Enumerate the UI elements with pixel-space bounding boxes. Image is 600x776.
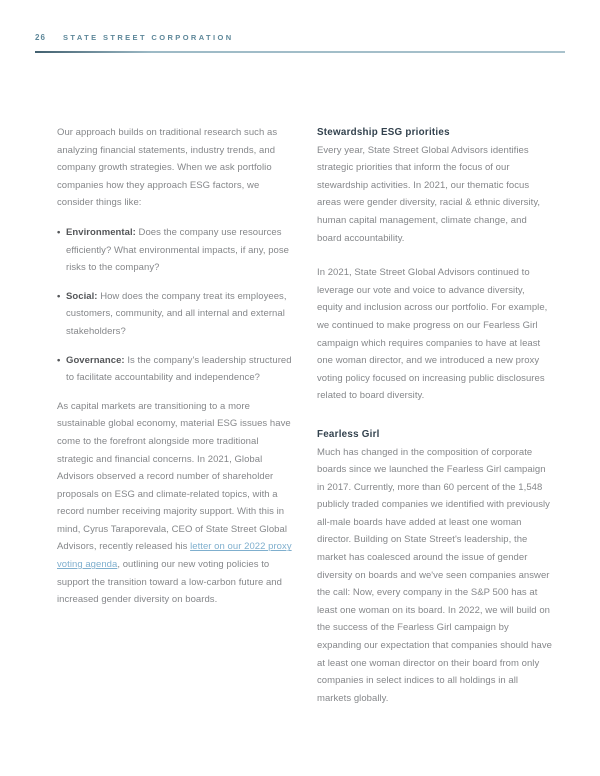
- section-stewardship-esg-priorities: [317, 124, 552, 405]
- paragraph: Every year, State Street Global Advisors identifies strategic priorities that inform the focus of our stewardship activities. In 2021, our thematic focus areas were gender diversity, racial & ethnic diversity, human capital management, climate change, and board accountability.: [317, 144, 541, 244]
- list-item-description: How does the company treat its employees, customers, community, and all internal and external stakeholders?: [66, 290, 287, 337]
- header-divider: [35, 51, 565, 53]
- closing-text-after-link: , outlining our new voting policies to support the transition toward a low-carbon future and increased gender diversity on boards.: [57, 559, 282, 606]
- proxy-voting-agenda-link[interactable]: letter on our 2022 proxy voting agenda: [57, 541, 292, 571]
- list-item-term: Social:: [66, 290, 98, 302]
- section-heading: Fearless Girl: [317, 428, 380, 440]
- list-item-text: [66, 352, 292, 387]
- bullet-icon: •: [57, 354, 61, 366]
- section-heading: Stewardship ESG priorities: [317, 127, 450, 138]
- page-number: 26: [35, 33, 46, 42]
- list-item-description: Is the company's leadership structured to facilitate accountability and independence?: [66, 354, 292, 384]
- closing-text-before-link: As capital markets are transitioning to a more sustainable global economy, material ESG issues have come to the forefront alongside more traditional strategic and financial concerns. In 2021, Global Advisors observed a record number of shareholder proposals on ESG and climate-related topics, with a record number receiving majority support. With this in mind, Cyrus Taraporevala, CEO of State Street Global Advisors, recently released his: [57, 400, 291, 553]
- list-item-description: Does the company use resources efficiently? What environmental impacts, if any, pose risks to the company?: [66, 226, 290, 274]
- paragraph: Much has changed in the composition of corporate boards since we launched the Fearless Girl campaign in 2017. Currently, more than 60 percent of the 1,548 publicly traded companies we identified with previously all-male boards have added at least one woman director. Building on State Street's leadership, the market has coalesced around the issue of gender diversity on boards and we've seen companies answer the call: Now, every company in the S&P 500 has at least one woman on its board. In 2022, we will build on the success of the Fearless Girl campaign by expanding our expectation that companies should have at least one woman director on their board from only companies in select indices to all holdings in all markets globally.: [317, 446, 552, 704]
- bullet-icon: •: [57, 226, 61, 238]
- bullet-icon: •: [57, 290, 61, 302]
- intro-paragraph: Our approach builds on traditional research such as analyzing financial statements, industry trends, and company growth strategies. When we ask portfolio companies how they approach ESG factors, we consider things like:: [57, 127, 278, 209]
- closing-paragraph: [57, 398, 292, 609]
- list-item-social: [57, 288, 292, 341]
- left-column: [57, 124, 292, 724]
- company-name: STATE STREET CORPORATION: [63, 33, 234, 42]
- esg-factor-list: [57, 224, 292, 387]
- paragraph: In 2021, State Street Global Advisors continued to leverage our vote and voice to advance diversity, equity and inclusion across our portfolio. For example, we continued to make progress on our Fearless Girl campaign which requires companies to have at least one woman director, and we introduced a new proxy voting policy focused on increasing public disclosures related to board diversity.: [317, 267, 548, 402]
- list-item-text: [66, 288, 292, 341]
- list-item-governance: [57, 352, 292, 387]
- page-header: [35, 33, 565, 53]
- right-column: [317, 124, 552, 724]
- content-columns: [57, 124, 552, 724]
- list-item-term: Environmental:: [66, 226, 136, 238]
- list-item-term: Governance:: [66, 354, 125, 366]
- list-item-environmental: [57, 224, 292, 277]
- list-item-text: [66, 224, 292, 277]
- section-fearless-girl: [317, 426, 552, 708]
